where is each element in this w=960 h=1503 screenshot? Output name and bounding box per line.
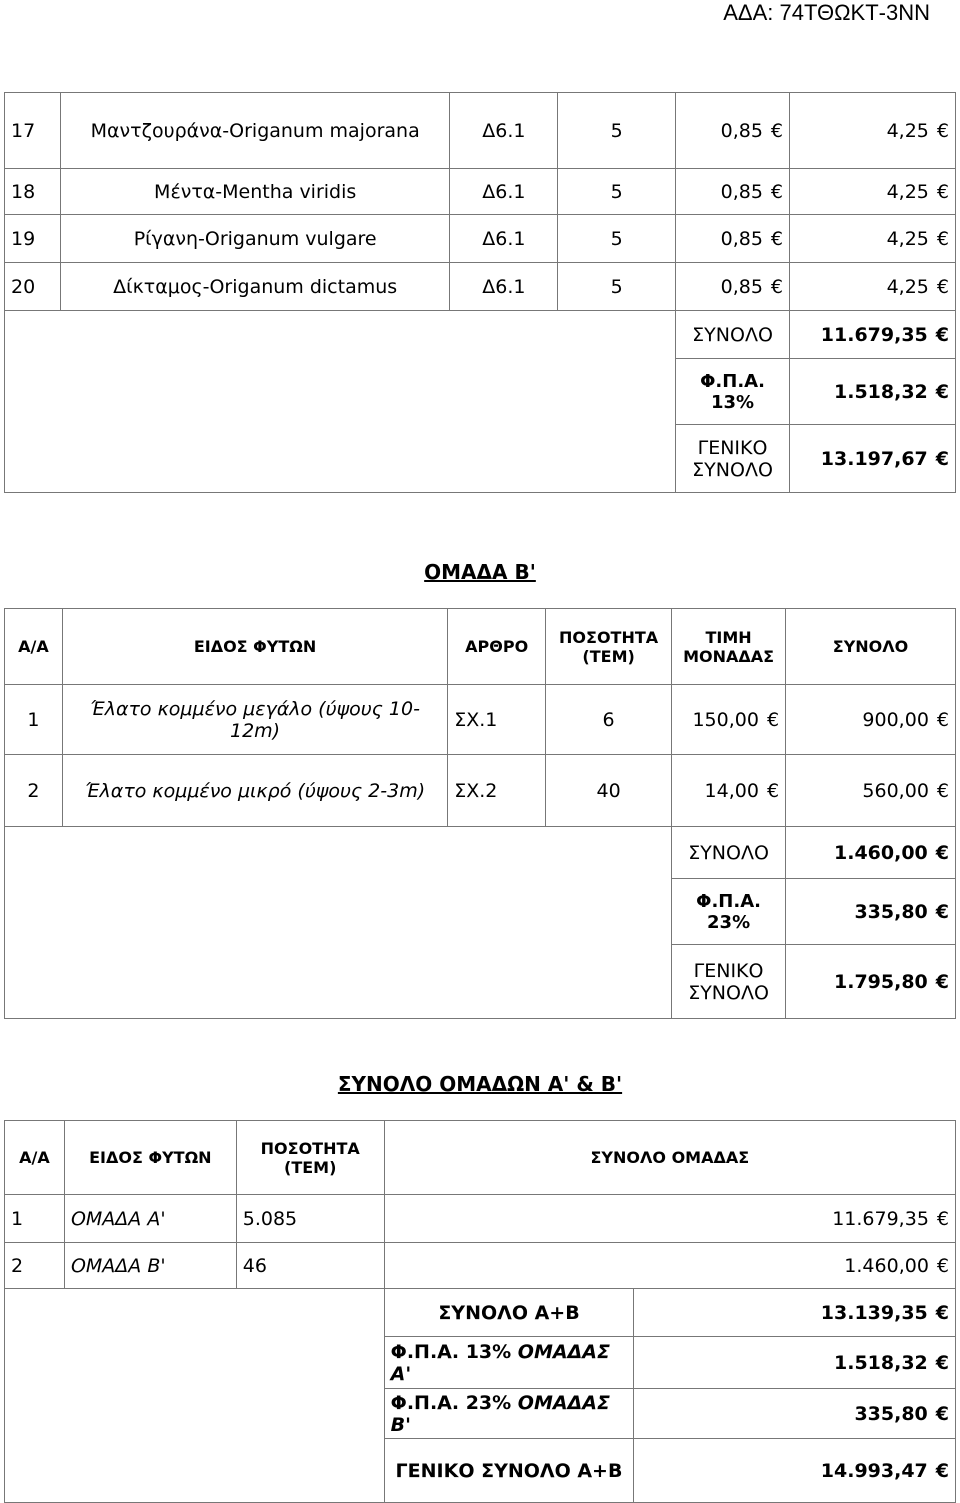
vat-a-value: 1.518,32 € [634,1337,956,1389]
empty-cell [5,827,672,1019]
plant-name: Μαντζουράνα-Origanum majorana [60,93,449,169]
group-b-table [4,608,956,1019]
sum-row [5,311,956,359]
sum-value: 1.460,00 € [786,827,956,879]
table-row [5,1243,956,1289]
vat-a-label: Φ.Π.Α. 13% ΟΜΑΔΑΣ Α' [384,1337,634,1389]
grand-total-label: ΓΕΝΙΚΟ ΣΥΝΟΛΟ [676,425,790,493]
header-name: ΕΙΔΟΣ ΦΥΤΩΝ [62,609,447,685]
quantity: 40 [546,755,672,827]
grand-total-label: ΓΕΝΙΚΟ ΣΥΝΟΛΟ Α+Β [384,1439,634,1503]
sum-value: 11.679,35 € [790,311,956,359]
row-total: 4,25 € [790,93,956,169]
grand-total-value: 13.197,67 € [790,425,956,493]
sum-label: ΣΥΝΟΛΟ [672,827,786,879]
vat-value: 1.518,32 € [790,359,956,425]
quantity: 5 [558,215,676,263]
row-total: 4,25 € [790,263,956,311]
table-row [5,1195,956,1243]
grand-total-value: 1.795,80 € [786,945,956,1019]
empty-cell [5,1289,385,1503]
empty-cell [5,311,676,493]
table-row [5,755,956,827]
plant-name: Ρίγανη-Origanum vulgare [60,215,449,263]
header-article: ΑΡΘΡΟ [448,609,546,685]
row-number: 2 [5,1243,65,1289]
header-group-total: ΣΥΝΟΛΟ ΟΜΑΔΑΣ [384,1121,955,1195]
row-total: 4,25 € [790,169,956,215]
group-name: ΟΜΑΔΑ Β' [64,1243,236,1289]
group-name: ΟΜΑΔΑ Α' [64,1195,236,1243]
row-number: 19 [5,215,61,263]
article-code: Δ6.1 [450,215,558,263]
table-header-row [5,609,956,685]
unit-price: 0,85 € [676,215,790,263]
quantity: 46 [236,1243,384,1289]
article-code: ΣΧ.1 [448,685,546,755]
header-total: ΣΥΝΟΛΟ [786,609,956,685]
grand-total-value: 14.993,47 € [634,1439,956,1503]
group-b-title: ΟΜΑΔΑ Β' [424,560,536,584]
table-row [5,685,956,755]
sum-label: ΣΥΝΟΛΟ [676,311,790,359]
plant-name: Μέντα-Mentha viridis [60,169,449,215]
table-row [5,169,956,215]
unit-price: 14,00 € [672,755,786,827]
plant-name: Έλατο κομμένο μεγάλο (ύψους 10-12m) [62,685,447,755]
header-qty: ΠΟΣΟΤΗΤΑ (ΤΕΜ) [546,609,672,685]
header-qty: ΠΟΣΟΤΗΤΑ (ΤΕΜ) [236,1121,384,1195]
table-header-row [5,1121,956,1195]
row-number: 20 [5,263,61,311]
sum-label: ΣΥΝΟΛΟ Α+Β [384,1289,634,1337]
quantity: 6 [546,685,672,755]
sum-row [5,1289,956,1337]
table-row [5,263,956,311]
table-row [5,215,956,263]
grand-total-label: ΓΕΝΙΚΟ ΣΥΝΟΛΟ [672,945,786,1019]
row-total: 560,00 € [786,755,956,827]
header-price: ΤΙΜΗ ΜΟΝΑΔΑΣ [672,609,786,685]
sum-row [5,827,956,879]
article-code: Δ6.1 [450,93,558,169]
vat-b-label: Φ.Π.Α. 23% ΟΜΑΔΑΣ Β' [384,1389,634,1439]
header-name: ΕΙΔΟΣ ΦΥΤΩΝ [64,1121,236,1195]
row-number: 1 [5,1195,65,1243]
group-total: 11.679,35 € [384,1195,955,1243]
row-number: 2 [5,755,63,827]
vat-value: 335,80 € [786,879,956,945]
vat-label: Φ.Π.Α. 23% [672,879,786,945]
article-code: Δ6.1 [450,263,558,311]
document-ada-code: ΑΔΑ: 74ΤΘΩΚΤ-3ΝΝ [723,0,930,25]
article-code: Δ6.1 [450,169,558,215]
quantity: 5.085 [236,1195,384,1243]
quantity: 5 [558,169,676,215]
row-total: 900,00 € [786,685,956,755]
summary-title: ΣΥΝΟΛΟ ΟΜΑΔΩΝ Α' & Β' [337,1072,623,1096]
unit-price: 0,85 € [676,93,790,169]
summary-table [4,1120,956,1503]
quantity: 5 [558,93,676,169]
vat-label: Φ.Π.Α. 13% [676,359,790,425]
unit-price: 0,85 € [676,263,790,311]
plant-name: Έλατο κομμένο μικρό (ύψους 2-3m) [62,755,447,827]
sum-value: 13.139,35 € [634,1289,956,1337]
article-code: ΣΧ.2 [448,755,546,827]
group-total: 1.460,00 € [384,1243,955,1289]
table-row [5,93,956,169]
quantity: 5 [558,263,676,311]
row-number: 18 [5,169,61,215]
row-number: 1 [5,685,63,755]
plant-name: Δίκταμος-Origanum dictamus [60,263,449,311]
header-no: Α/Α [5,1121,65,1195]
header-no: Α/Α [5,609,63,685]
row-total: 4,25 € [790,215,956,263]
row-number: 17 [5,93,61,169]
unit-price: 0,85 € [676,169,790,215]
unit-price: 150,00 € [672,685,786,755]
vat-b-value: 335,80 € [634,1389,956,1439]
group-a-table [4,92,956,493]
